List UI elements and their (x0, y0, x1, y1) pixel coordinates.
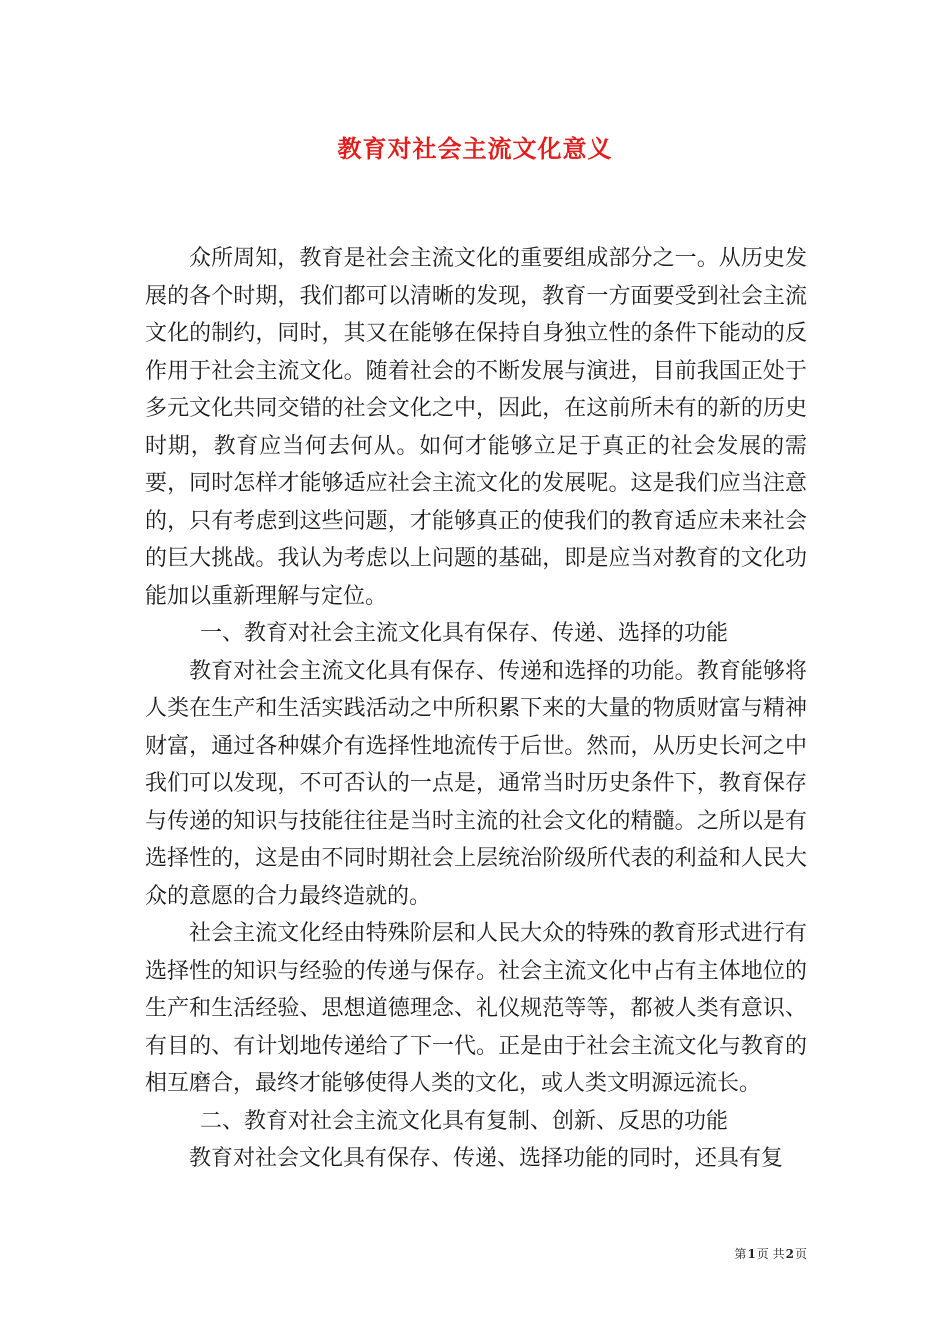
page-footer (734, 1246, 807, 1262)
footer-total-pages: 2 (785, 1247, 794, 1261)
footer-page-number: 1 (747, 1247, 756, 1261)
footer-suffix: 页 (794, 1247, 807, 1261)
footer-middle: 页 共 (756, 1247, 785, 1261)
document-title: 教育对社会主流文化意义 (337, 134, 613, 163)
paragraph-section1-a: 教育对社会主流文化具有保存、传递和选择的功能。教育能够将人类在生产和生活实践活动之中所积累下来的大量的物质财富与精神财富，通过各种媒介有选择性地流传于后世。然而，从历史长河之中我们可以发现，不可否认的一点是，通常当时历史条件下，教育保存与传递的知识与技能往往是当时主流的社会文化的精髓。之所以是有选择性的，这是由不同时期社会上层统治阶级所代表的利益和人民大众的意愿的合力最终造就的。 (145, 658, 807, 909)
section-heading-1: 一、教育对社会主流文化具有保存、传递、选择的功能 (200, 621, 729, 646)
paragraph-intro: 众所周知，教育是社会主流文化的重要组成部分之一。从历史发展的各个时期，我们都可以清晰的发现，教育一方面要受到社会主流文化的制约，同时，其又在能够在保持自身独立性的条件下能动的反作用于社会主流文化。随着社会的不断发展与演进，目前我国正处于多元文化共同交错的社会文化之中，因此，在这前所未有的新的历史时期，教育应当何去何从。如何才能够立足于真正的社会发展的需要，同时怎样才能够适应社会主流文化的发展呢。这是我们应当注意的，只有考虑到这些问题，才能够真正的使我们的教育适应未来社会的巨大挑战。我认为考虑以上问题的基础，即是应当对教育的文化功能加以重新理解与定位。 (145, 246, 807, 609)
paragraph-section2-a: 教育对社会文化具有保存、传递、选择功能的同时，还具有复 (189, 1146, 784, 1171)
section-heading-2: 二、教育对社会主流文化具有复制、创新、反思的功能 (200, 1108, 729, 1134)
paragraph-section1-b: 社会主流文化经由特殊阶层和人民大众的特殊的教育形式进行有选择性的知识与经验的传递与保存。社会主流文化中占有主体地位的生产和生活经验、思想道德理念、礼仪规范等等，都被人类有意识、有目的、有计划地传递给了下一代。正是由于社会主流文化与教育的相互磨合，最终才能够使得人类的文化，或人类文明源远流长。 (145, 921, 807, 1096)
document-body (145, 240, 807, 1178)
footer-prefix: 第 (734, 1247, 747, 1261)
